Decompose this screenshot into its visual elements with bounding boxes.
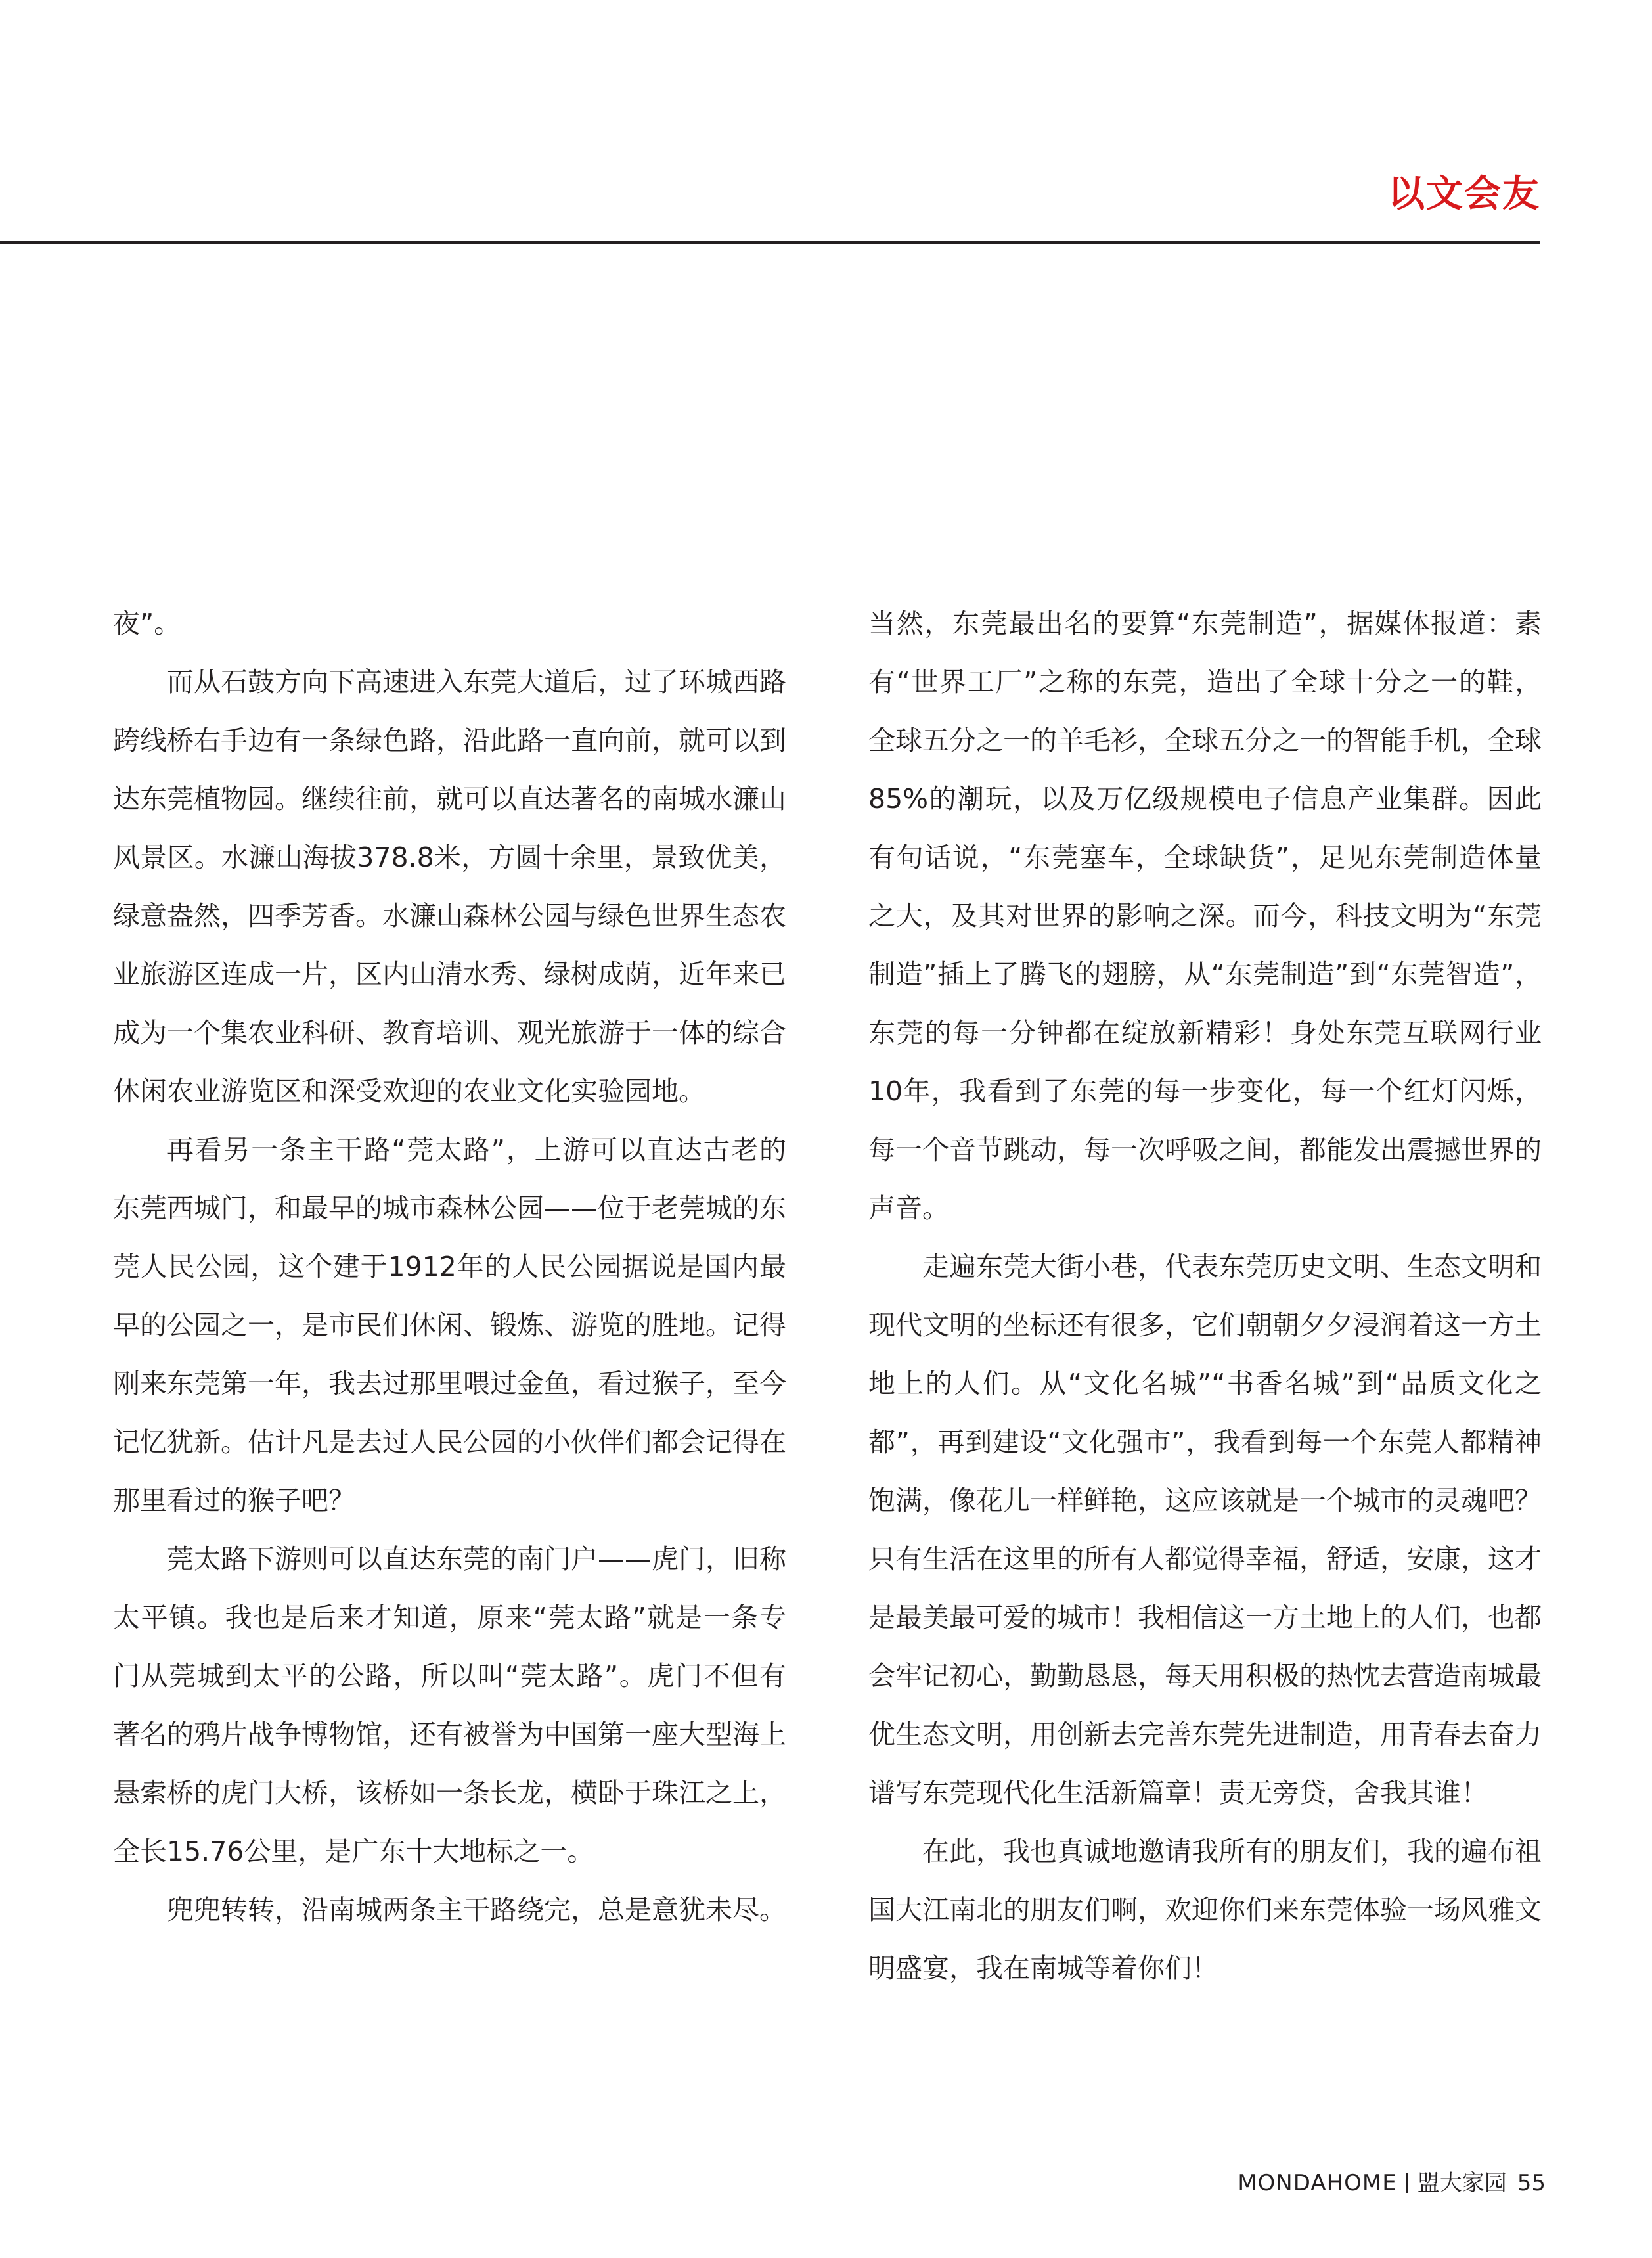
header-rule — [0, 241, 1540, 244]
magazine-name-cn: 盟大家园 — [1417, 2170, 1507, 2196]
paragraph: 夜”。 — [113, 608, 181, 639]
section-title: 以文会友 — [1388, 173, 1540, 215]
paragraph: 走遍东莞大街小巷，代表东莞历史文明、生态文明和现代文明的坐标还有很多，它们朝朝夕夕浸润着这一方土地上的人们。从“文化名城”“书香名城”到“品质文化之都”，再到建设“文化强市”，我看到每一个东莞人都精神饱满，像花儿一样鲜艳，这应该就是一个城市的灵魂吧？只有生活在这里的所有人都觉得幸福，舒适，安康，这才是最美最可爱的城市！我相信这一方土地上的人们，也都会牢记初心，勤勤恳恳，每天用积极的热忱去营造南城最优生态文明，用创新去完善东莞先进制造，用青春去奋力谱写东莞现代化生活新篇章！责无旁贷，舍我其谁！ — [868, 1251, 1542, 1809]
paragraph: 在此，我也真诚地邀请我所有的朋友们，我的遍布祖国大江南北的朋友们啊，欢迎你们来东莞体验一场风雅文明盛宴，我在南城等着你们！ — [868, 1836, 1542, 1984]
page-footer — [1238, 2170, 1546, 2196]
article-right-column — [868, 595, 1542, 1998]
footer-separator — [1406, 2173, 1408, 2193]
paragraph: 当然，东莞最出名的要算“东莞制造”，据媒体报道：素有“世界工厂”之称的东莞，造出了全球十分之一的鞋，全球五分之一的羊毛衫，全球五分之一的智能手机，全球85%的潮玩，以及万亿级规模电子信息产业集群。因此有句话说，“东莞塞车，全球缺货”，足见东莞制造体量之大，及其对世界的影响之深。而今，科技文明为“东莞制造”插上了腾飞的翅膀，从“东莞制造”到“东莞智造”，东莞的每一分钟都在绽放新精彩！身处东莞互联网行业10年，我看到了东莞的每一步变化，每一个红灯闪烁，每一个音节跳动，每一次呼吸之间，都能发出震撼世界的声音。 — [868, 608, 1542, 1224]
paragraph: 莞太路下游则可以直达东莞的南门户——虎门，旧称太平镇。我也是后来才知道，原来“莞太路”就是一条专门从莞城到太平的公路，所以叫“莞太路”。虎门不但有著名的鸦片战争博物馆，还有被誉为中国第一座大型海上悬索桥的虎门大桥，该桥如一条长龙，横卧于珠江之上，全长15.76公里，是广东十大地标之一。 — [113, 1543, 786, 1867]
magazine-name-en: MONDAHOME — [1238, 2170, 1397, 2196]
paragraph: 再看另一条主干路“莞太路”，上游可以直达古老的东莞西城门，和最早的城市森林公园——位于老莞城的东莞人民公园，这个建于1912年的人民公园据说是国内最早的公园之一，是市民们休闲、锻炼、游览的胜地。记得刚来东莞第一年，我去过那里喂过金鱼，看过猴子，至今记忆犹新。估计凡是去过人民公园的小伙伴们都会记得在那里看过的猴子吧？ — [113, 1134, 786, 1516]
page-number: 55 — [1517, 2170, 1546, 2196]
article-left-column — [113, 595, 786, 1939]
paragraph: 兜兜转转，沿南城两条主干路绕完，总是意犹未尽。 — [167, 1894, 786, 1926]
paragraph: 而从石鼓方向下高速进入东莞大道后，过了环城西路跨线桥右手边有一条绿色路，沿此路一直向前，就可以到达东莞植物园。继续往前，就可以直达著名的南城水濂山风景区。水濂山海拔378.8米，方圆十余里，景致优美，绿意盎然，四季芳香。水濂山森林公园与绿色世界生态农业旅游区连成一片，区内山清水秀、绿树成荫，近年来已成为一个集农业科研、教育培训、观光旅游于一体的综合休闲农业游览区和深受欢迎的农业文化实验园地。 — [113, 666, 786, 1107]
